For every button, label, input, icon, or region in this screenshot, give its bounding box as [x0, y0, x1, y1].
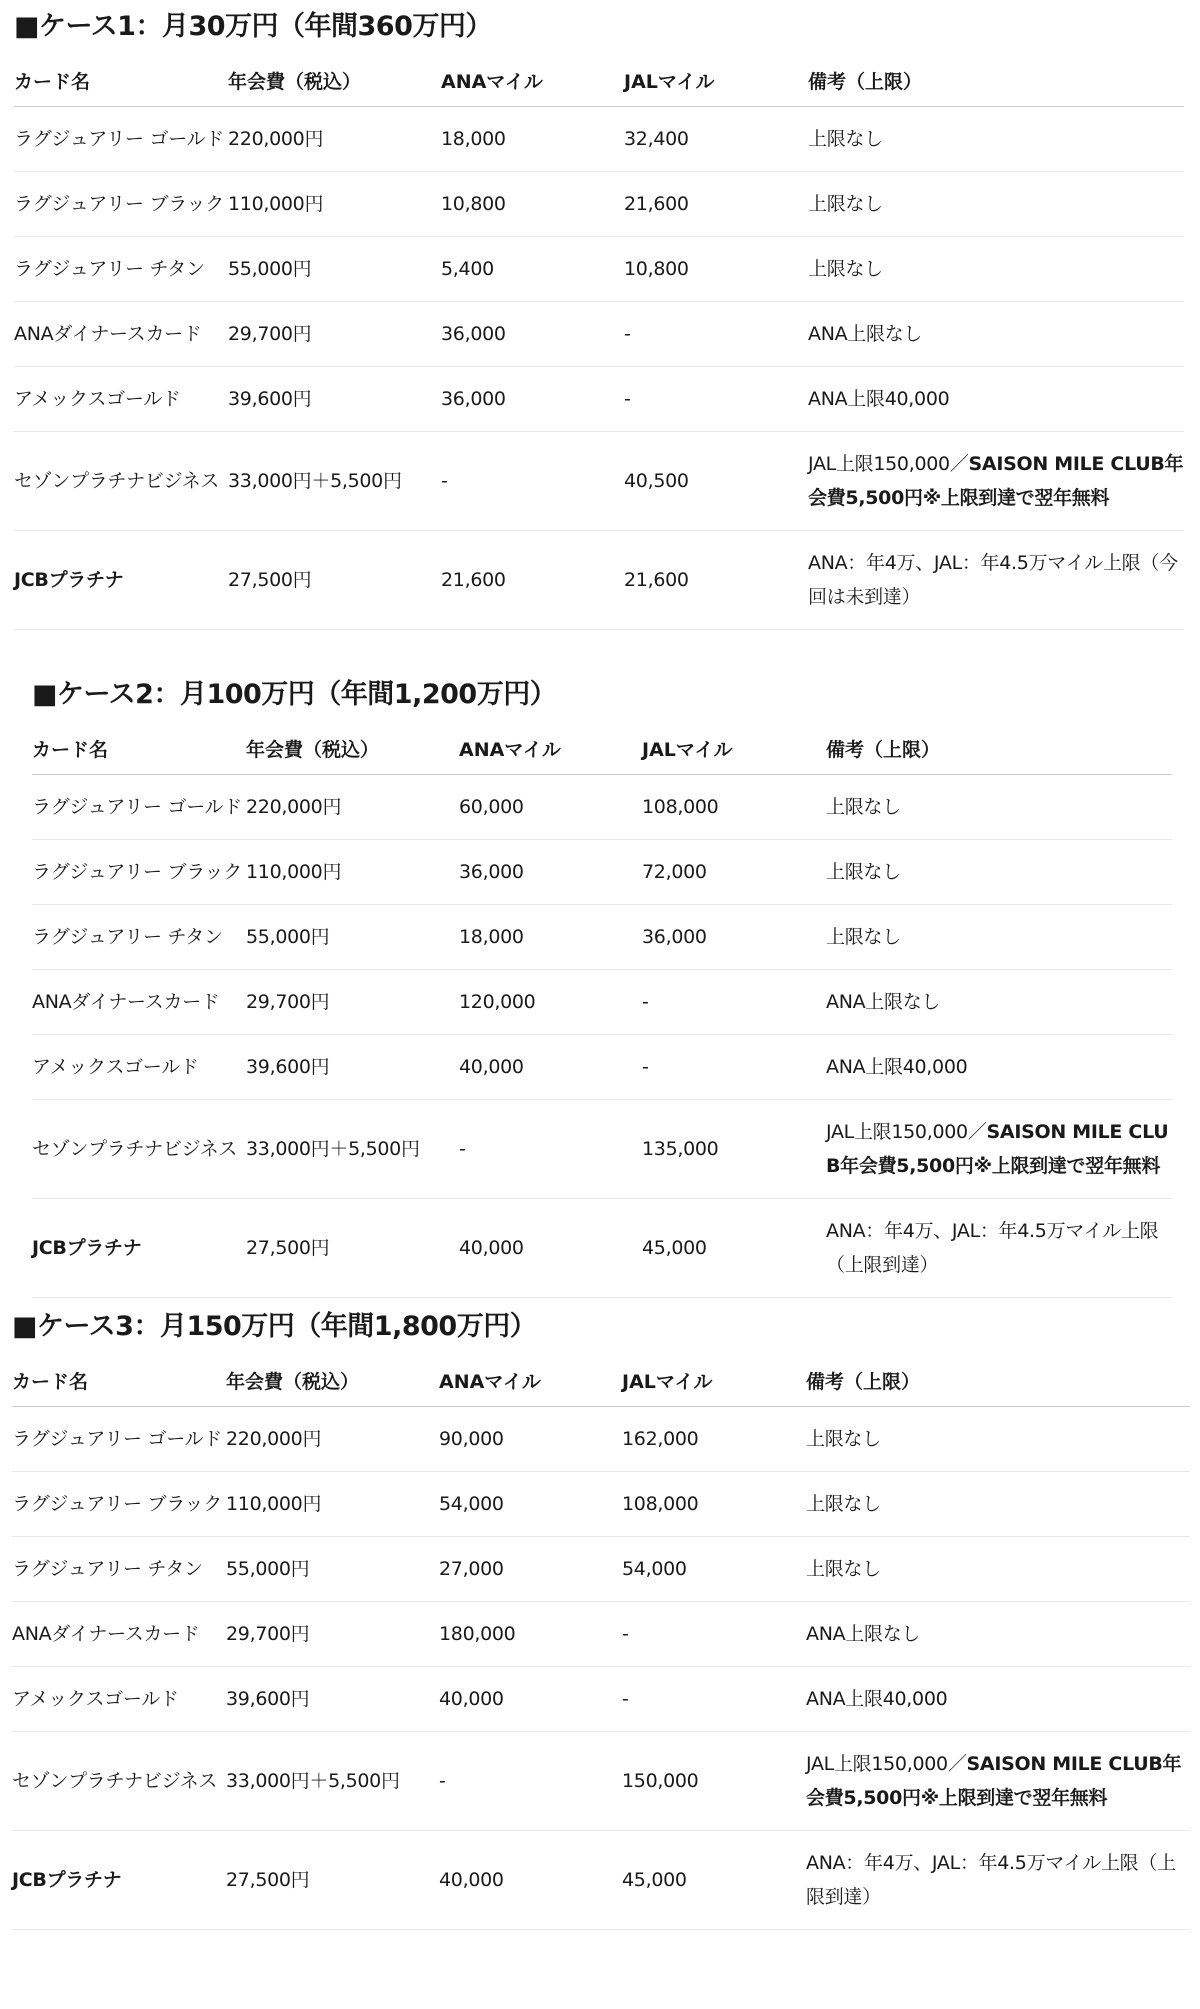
card-name: アメックスゴールド [12, 1667, 226, 1732]
case-1-heading: ■ケース1：月30万円（年間360万円） [14, 11, 492, 42]
table-row [12, 1537, 1190, 1602]
note-bold: SAISON MILE CLUB年会費5,500円※上限到達で翌年無料 [806, 1753, 1182, 1809]
card-name: アメックスゴールド [14, 367, 228, 432]
annual-fee: 55,000円 [246, 905, 459, 970]
card-name: ラグジュアリー ゴールド [32, 775, 246, 840]
card-name: ラグジュアリー チタン [32, 905, 246, 970]
jal-miles: 108,000 [642, 775, 826, 840]
ana-miles: 120,000 [459, 970, 642, 1035]
column-header-ana-miles: ANAマイル [459, 722, 642, 775]
card-name: セゾンプラチナビジネス [32, 1100, 246, 1199]
note: 上限なし [806, 1537, 1190, 1602]
case-3-section [12, 1300, 1190, 1930]
table-row [12, 1407, 1190, 1472]
note: 上限なし [806, 1472, 1190, 1537]
card-name: JCBプラチナ [14, 531, 228, 630]
ana-miles: 36,000 [441, 302, 624, 367]
note: 上限なし [808, 172, 1184, 237]
table-row [14, 172, 1184, 237]
note-plain: JAL上限150,000／ [806, 1753, 967, 1775]
ana-miles: 10,800 [441, 172, 624, 237]
table-header-row [12, 1354, 1190, 1407]
jal-miles: 10,800 [624, 237, 808, 302]
note: ANA上限40,000 [806, 1667, 1190, 1732]
note: ANA：年4万、JAL：年4.5万マイル上限（今回は未到達） [808, 531, 1184, 630]
note: 上限なし [808, 237, 1184, 302]
card-name: ラグジュアリー ブラック [32, 840, 246, 905]
annual-fee: 39,600円 [246, 1035, 459, 1100]
column-header-card-name: カード名 [14, 54, 228, 107]
card-name: ラグジュアリー ゴールド [12, 1407, 226, 1472]
column-header-annual-fee: 年会費（税込） [228, 54, 441, 107]
table-row [14, 367, 1184, 432]
jal-miles: 21,600 [624, 172, 808, 237]
annual-fee: 29,700円 [226, 1602, 439, 1667]
jal-miles: - [624, 367, 808, 432]
jal-miles: - [622, 1602, 806, 1667]
ana-miles: 40,000 [439, 1667, 622, 1732]
ana-miles: - [459, 1100, 642, 1199]
ana-miles: - [439, 1732, 622, 1831]
annual-fee: 110,000円 [228, 172, 441, 237]
jal-miles: - [622, 1667, 806, 1732]
card-name: セゾンプラチナビジネス [14, 432, 228, 531]
jal-miles: 72,000 [642, 840, 826, 905]
column-header-ana-miles: ANAマイル [441, 54, 624, 107]
table-row [12, 1602, 1190, 1667]
note: 上限なし [826, 840, 1172, 905]
case-3-heading: ■ケース3：月150万円（年間1,800万円） [12, 1311, 537, 1342]
jal-miles: 135,000 [642, 1100, 826, 1199]
jal-miles: - [642, 1035, 826, 1100]
table-row [32, 840, 1172, 905]
annual-fee: 29,700円 [246, 970, 459, 1035]
column-header-jal-miles: JALマイル [622, 1354, 806, 1407]
table-row [32, 1100, 1172, 1199]
card-name: ANAダイナースカード [32, 970, 246, 1035]
note: ANA上限なし [806, 1602, 1190, 1667]
jal-miles: 45,000 [622, 1831, 806, 1930]
ana-miles: 18,000 [459, 905, 642, 970]
column-header-notes: 備考（上限） [826, 722, 1172, 775]
card-name: JCBプラチナ [32, 1199, 246, 1298]
note: ANA上限40,000 [808, 367, 1184, 432]
annual-fee: 39,600円 [226, 1667, 439, 1732]
table-row [14, 432, 1184, 531]
card-name: セゾンプラチナビジネス [12, 1732, 226, 1831]
ana-miles: 21,600 [441, 531, 624, 630]
jal-miles: - [624, 302, 808, 367]
ana-miles: 40,000 [439, 1831, 622, 1930]
ana-miles: 60,000 [459, 775, 642, 840]
ana-miles: 36,000 [441, 367, 624, 432]
case-2-table [32, 722, 1172, 1298]
note: ANA上限なし [808, 302, 1184, 367]
ana-miles: 180,000 [439, 1602, 622, 1667]
note-bold: SAISON MILE CLUB年会費5,500円※上限到達で翌年無料 [808, 453, 1184, 509]
annual-fee: 55,000円 [226, 1537, 439, 1602]
jal-miles: 45,000 [642, 1199, 826, 1298]
note: 上限なし [808, 107, 1184, 172]
table-row [14, 531, 1184, 630]
note [826, 1100, 1172, 1199]
note-plain: JAL上限150,000／ [808, 453, 969, 475]
annual-fee: 27,500円 [228, 531, 441, 630]
jal-miles: 54,000 [622, 1537, 806, 1602]
note: ANA上限なし [826, 970, 1172, 1035]
column-header-card-name: カード名 [12, 1354, 226, 1407]
table-row [12, 1732, 1190, 1831]
ana-miles: 40,000 [459, 1035, 642, 1100]
ana-miles: 40,000 [459, 1199, 642, 1298]
annual-fee: 110,000円 [226, 1472, 439, 1537]
annual-fee: 33,000円＋5,500円 [226, 1732, 439, 1831]
card-name: ラグジュアリー チタン [14, 237, 228, 302]
column-header-jal-miles: JALマイル [642, 722, 826, 775]
card-name: ラグジュアリー ゴールド [14, 107, 228, 172]
jal-miles: 162,000 [622, 1407, 806, 1472]
jal-miles: 40,500 [624, 432, 808, 531]
column-header-notes: 備考（上限） [806, 1354, 1190, 1407]
annual-fee: 29,700円 [228, 302, 441, 367]
annual-fee: 33,000円＋5,500円 [228, 432, 441, 531]
case-3-table [12, 1354, 1190, 1930]
note: 上限なし [806, 1407, 1190, 1472]
note: 上限なし [826, 905, 1172, 970]
annual-fee: 220,000円 [246, 775, 459, 840]
note-bold: SAISON MILE CLUB年会費5,500円※上限到達で翌年無料 [826, 1121, 1169, 1177]
column-header-ana-miles: ANAマイル [439, 1354, 622, 1407]
jal-miles: 108,000 [622, 1472, 806, 1537]
jal-miles: 21,600 [624, 531, 808, 630]
ana-miles: 36,000 [459, 840, 642, 905]
table-row [32, 1199, 1172, 1298]
annual-fee: 220,000円 [226, 1407, 439, 1472]
note: ANA上限40,000 [826, 1035, 1172, 1100]
column-header-card-name: カード名 [32, 722, 246, 775]
note [808, 432, 1184, 531]
card-name: ANAダイナースカード [14, 302, 228, 367]
table-row [12, 1472, 1190, 1537]
card-name: JCBプラチナ [12, 1831, 226, 1930]
jal-miles: - [642, 970, 826, 1035]
table-row [32, 970, 1172, 1035]
annual-fee: 27,500円 [226, 1831, 439, 1930]
ana-miles: 18,000 [441, 107, 624, 172]
jal-miles: 150,000 [622, 1732, 806, 1831]
note: ANA：年4万、JAL：年4.5万マイル上限（上限到達） [806, 1831, 1190, 1930]
table-row [14, 302, 1184, 367]
column-header-annual-fee: 年会費（税込） [246, 722, 459, 775]
table-row [14, 237, 1184, 302]
case-2-section [32, 668, 1172, 1298]
note-plain: JAL上限150,000／ [826, 1121, 987, 1143]
case-2-heading: ■ケース2：月100万円（年間1,200万円） [32, 679, 557, 710]
table-row [14, 107, 1184, 172]
annual-fee: 220,000円 [228, 107, 441, 172]
jal-miles: 36,000 [642, 905, 826, 970]
table-header-row [14, 54, 1184, 107]
ana-miles: - [441, 432, 624, 531]
case-1-section [14, 0, 1184, 630]
ana-miles: 90,000 [439, 1407, 622, 1472]
ana-miles: 54,000 [439, 1472, 622, 1537]
table-row [32, 775, 1172, 840]
annual-fee: 55,000円 [228, 237, 441, 302]
card-name: ラグジュアリー チタン [12, 1537, 226, 1602]
annual-fee: 33,000円＋5,500円 [246, 1100, 459, 1199]
annual-fee: 39,600円 [228, 367, 441, 432]
card-name: ラグジュアリー ブラック [12, 1472, 226, 1537]
card-name: アメックスゴールド [32, 1035, 246, 1100]
column-header-notes: 備考（上限） [808, 54, 1184, 107]
table-row [32, 1035, 1172, 1100]
annual-fee: 27,500円 [246, 1199, 459, 1298]
note [806, 1732, 1190, 1831]
jal-miles: 32,400 [624, 107, 808, 172]
column-header-annual-fee: 年会費（税込） [226, 1354, 439, 1407]
case-1-table [14, 54, 1184, 630]
column-header-jal-miles: JALマイル [624, 54, 808, 107]
table-header-row [32, 722, 1172, 775]
note: ANA：年4万、JAL：年4.5万マイル上限（上限到達） [826, 1199, 1172, 1298]
annual-fee: 110,000円 [246, 840, 459, 905]
table-row [12, 1667, 1190, 1732]
ana-miles: 27,000 [439, 1537, 622, 1602]
card-name: ラグジュアリー ブラック [14, 172, 228, 237]
note: 上限なし [826, 775, 1172, 840]
card-name: ANAダイナースカード [12, 1602, 226, 1667]
ana-miles: 5,400 [441, 237, 624, 302]
table-row [12, 1831, 1190, 1930]
table-row [32, 905, 1172, 970]
